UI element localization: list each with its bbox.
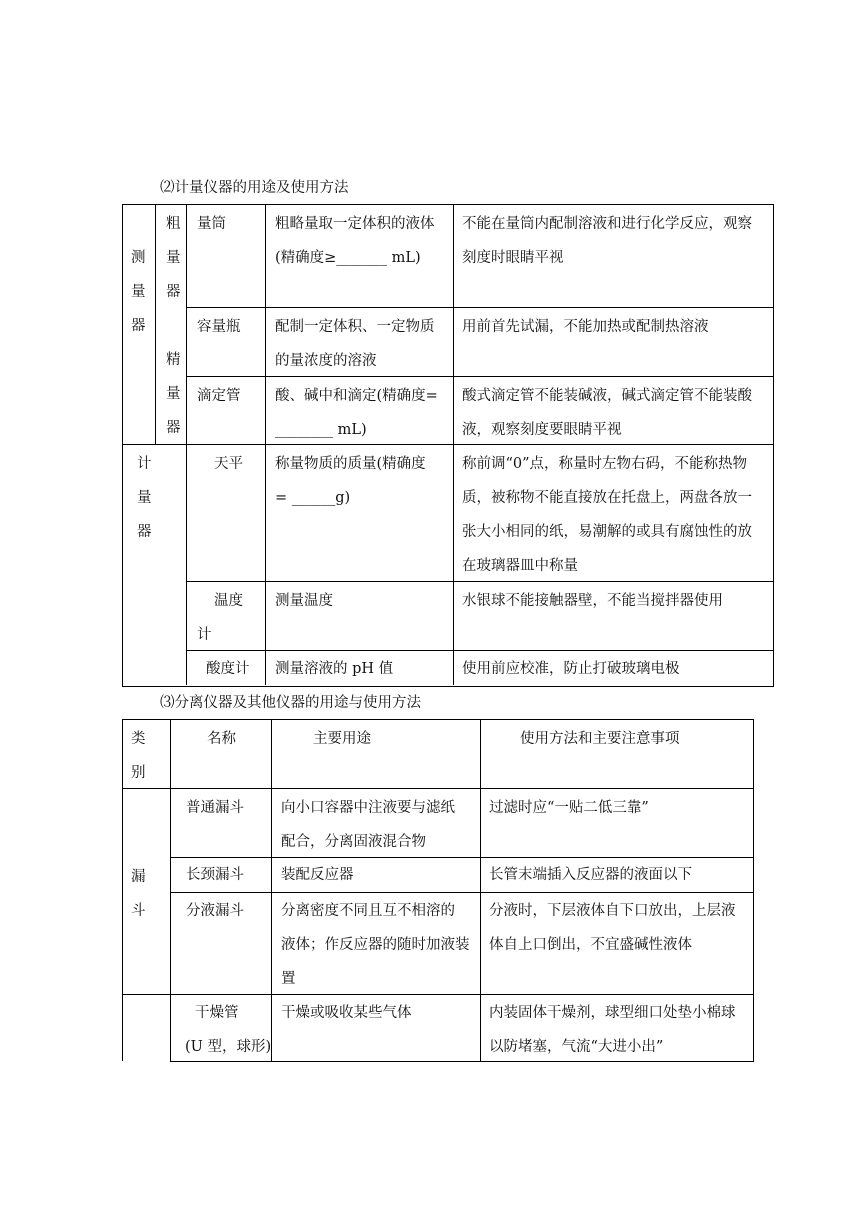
row-note: 内装固体干燥剂，球型细口处垫小棉球 以防堵塞，气流“大进小出” <box>489 1005 736 1055</box>
header-name: 名称 <box>207 731 236 747</box>
row-name: 长颈漏斗 <box>186 867 244 883</box>
row-use: 称量物质的质量(精确度 = ______g) <box>275 456 426 506</box>
group-counter-label: 计 量 器 <box>137 456 152 540</box>
row-note: 过滤时应“一贴二低三靠” <box>489 800 649 816</box>
row-note: 不能在量筒内配制溶液和进行化学反应，观察 刻度时眼睛平视 <box>462 216 752 266</box>
row-use: 向小口容器中注液要与滤纸 配合，分离固液混合物 <box>281 800 455 850</box>
row-use: 测量温度 <box>275 593 333 609</box>
row-use: 酸、碱中和滴定(精确度= ________ mL) <box>275 388 438 438</box>
section2-heading: ⑵计量仪器的用途及使用方法 <box>160 180 349 196</box>
row-name: 滴定管 <box>197 388 241 404</box>
row-note: 称前调“0”点，称量时左物右码，不能称热物 质，被称物不能直接放在托盘上，两盘各放一 张大小相同的纸，易潮解的或具有腐蚀性的放 在玻璃器皿中称量 <box>462 456 752 574</box>
row-name: 酸度计 <box>206 661 250 677</box>
row-name: 分液漏斗 <box>186 903 244 919</box>
group-funnel-label: 漏 斗 <box>131 869 146 919</box>
row-note: 长管末端插入反应器的液面以下 <box>489 867 692 883</box>
row-name: 普通漏斗 <box>186 800 244 816</box>
row-use: 干燥或吸收某些气体 <box>281 1005 412 1021</box>
group-rough-label: 粗 量 器 <box>166 216 181 300</box>
group-measure-label: 测 量 器 <box>131 250 146 334</box>
row-note: 使用前应校准，防止打破玻璃电极 <box>462 661 680 677</box>
header-category: 类 别 <box>131 731 146 781</box>
row-use: 测量溶液的 pH 值 <box>275 661 394 677</box>
row-name: 温度 计 <box>197 593 243 643</box>
row-note: 酸式滴定管不能装碱液，碱式滴定管不能装酸 液，观察刻度要眼睛平视 <box>462 388 752 438</box>
row-name: 干燥管 (U 型，球形) <box>185 1005 272 1055</box>
row-use: 粗略量取一定体积的液体 (精确度≥_______ mL) <box>275 216 435 266</box>
row-name: 天平 <box>214 456 243 472</box>
row-note: 用前首先试漏，不能加热或配制热溶液 <box>462 319 709 335</box>
row-name: 量筒 <box>197 216 226 232</box>
row-use: 装配反应器 <box>281 867 354 883</box>
row-note: 分液时，下层液体自下口放出，上层液 体自上口倒出，不宜盛碱性液体 <box>489 903 736 953</box>
section3-heading: ⑶分离仪器及其他仪器的用途与使用方法 <box>160 695 421 711</box>
row-note: 水银球不能接触器壁，不能当搅拌器使用 <box>462 593 723 609</box>
group-precise-label: 精 量 器 <box>166 352 181 436</box>
header-use: 主要用途 <box>313 731 371 747</box>
row-use: 分离密度不同且互不相溶的 液体；作反应器的随时加液装 置 <box>281 903 470 987</box>
header-note: 使用方法和主要注意事项 <box>520 731 680 747</box>
row-name: 容量瓶 <box>197 319 241 335</box>
row-use: 配制一定体积、一定物质 的量浓度的溶液 <box>275 319 435 369</box>
